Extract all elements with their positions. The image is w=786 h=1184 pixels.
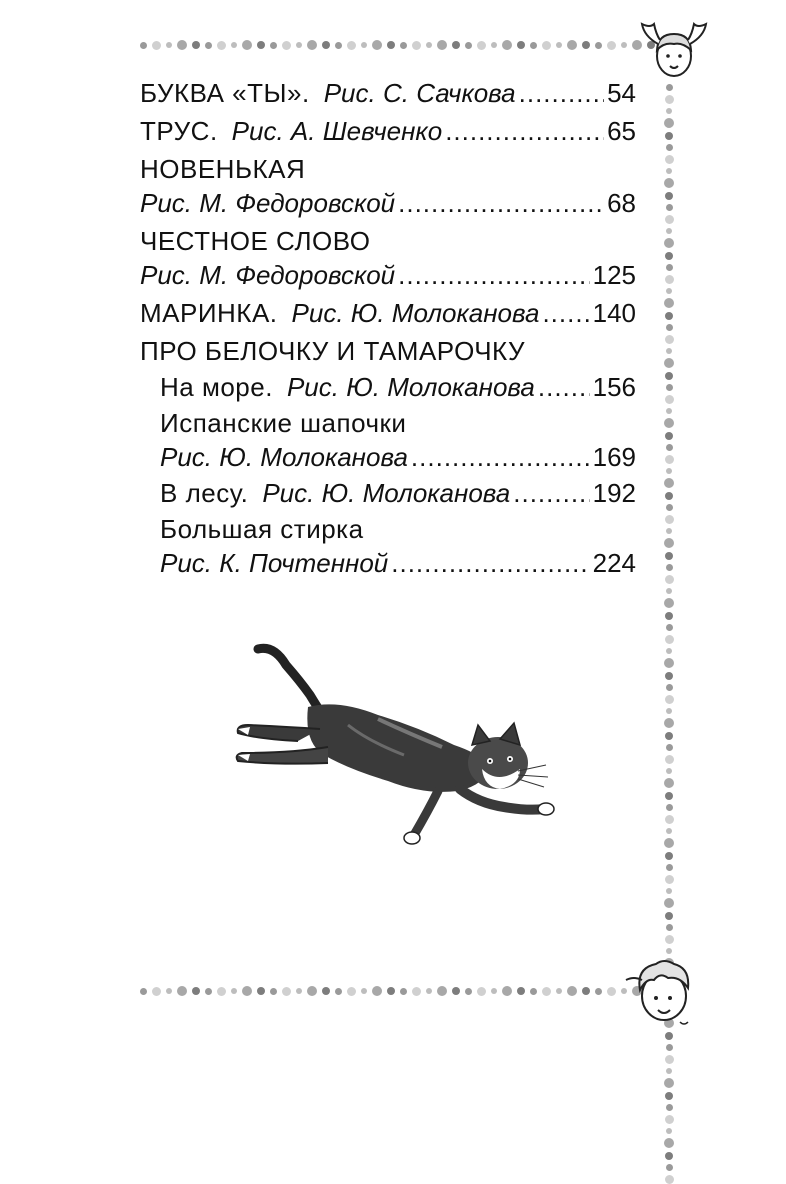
toc-story-row-title: Испанские шапочки	[160, 408, 407, 438]
border-dot	[242, 986, 252, 996]
border-dot	[664, 538, 674, 548]
border-dot	[666, 864, 673, 871]
toc-entry-row-title: ЧЕСТНОЕ СЛОВО	[140, 226, 371, 256]
border-dot	[517, 987, 525, 995]
dot-leader	[538, 370, 590, 404]
border-dot	[177, 986, 187, 996]
border-dot	[665, 432, 673, 440]
border-dot	[664, 718, 674, 728]
border-dot	[426, 988, 432, 994]
border-dot	[556, 42, 562, 48]
dot-leader	[513, 476, 589, 510]
toc-story-row-title: На море.	[160, 372, 273, 402]
border-dot	[665, 755, 674, 764]
border-dot	[666, 684, 673, 691]
toc-entry-row-page-number: 65	[607, 116, 636, 146]
border-dot	[192, 987, 200, 995]
border-dot	[664, 358, 674, 368]
border-dot	[666, 144, 673, 151]
toc-story-row-page-number: 192	[592, 478, 636, 508]
border-dot	[664, 658, 674, 668]
toc-story-row	[160, 476, 636, 510]
border-dot	[666, 264, 673, 271]
border-dot	[205, 988, 212, 995]
border-dot	[152, 41, 161, 50]
border-dot	[567, 986, 577, 996]
border-dot	[437, 40, 447, 50]
dot-leader	[542, 296, 589, 330]
border-dot	[664, 1138, 674, 1148]
border-dot	[666, 768, 672, 774]
top-dotted-border	[140, 40, 681, 50]
border-dot	[152, 987, 161, 996]
border-dot	[307, 986, 317, 996]
boy-face-icon	[620, 950, 706, 1037]
border-dot	[665, 792, 673, 800]
border-dot	[665, 852, 673, 860]
toc-entry-row-page-number: 125	[592, 260, 636, 290]
border-dot	[400, 42, 407, 49]
section-title: ПРО БЕЛОЧКУ И ТАМАРОЧКУ	[140, 336, 526, 366]
border-dot	[361, 988, 367, 994]
border-dot	[607, 987, 616, 996]
border-dot	[666, 744, 673, 751]
border-dot	[666, 468, 672, 474]
toc-story-row-illustrator: Рис. Ю. Молоканова	[262, 478, 511, 508]
border-dot	[412, 41, 421, 50]
border-dot	[666, 408, 672, 414]
border-dot	[665, 875, 674, 884]
border-dot	[664, 778, 674, 788]
border-dot	[665, 275, 674, 284]
border-dot	[665, 695, 674, 704]
border-dot	[665, 312, 673, 320]
border-dot	[665, 215, 674, 224]
border-dot	[664, 1078, 674, 1088]
border-dot	[666, 804, 673, 811]
border-dot	[595, 42, 602, 49]
border-dot	[664, 898, 674, 908]
running-cat-illustration	[228, 635, 558, 860]
border-dot	[665, 575, 674, 584]
border-dot	[665, 252, 673, 260]
toc-story-row-illustrator: Рис. К. Почтенной	[160, 548, 389, 578]
border-dot	[666, 444, 673, 451]
border-dot	[666, 504, 673, 511]
table-of-contents	[140, 76, 636, 580]
toc-entry-row-page-number: 140	[592, 298, 636, 328]
border-dot	[664, 298, 674, 308]
bottom-dotted-border	[140, 986, 655, 996]
border-dot	[452, 987, 460, 995]
toc-entry-row-title: МАРИНКА.	[140, 298, 278, 328]
border-dot	[666, 384, 673, 391]
border-dot	[665, 155, 674, 164]
border-dot	[361, 42, 367, 48]
border-dot	[595, 988, 602, 995]
border-dot	[542, 41, 551, 50]
toc-entry-row	[140, 186, 636, 220]
border-dot	[282, 987, 291, 996]
border-dot	[217, 987, 226, 996]
border-dot	[296, 42, 302, 48]
border-dot	[666, 348, 672, 354]
toc-entry-row-page-number: 68	[607, 188, 636, 218]
border-dot	[192, 41, 200, 49]
border-dot	[664, 418, 674, 428]
border-dot	[607, 41, 616, 50]
border-dot	[530, 42, 537, 49]
toc-story-row-illustrator: Рис. Ю. Молоканова	[160, 442, 408, 472]
toc-entry	[140, 76, 636, 110]
border-dot	[666, 564, 673, 571]
toc-entry-row-page-number: 54	[607, 78, 636, 108]
border-dot	[665, 635, 674, 644]
toc-entry-row	[140, 76, 636, 110]
border-dot	[665, 552, 673, 560]
border-dot	[231, 988, 237, 994]
border-dot	[665, 192, 673, 200]
dot-leader	[398, 186, 604, 220]
border-dot	[665, 732, 673, 740]
border-dot	[666, 1068, 672, 1074]
border-dot	[257, 987, 265, 995]
border-dot	[666, 1104, 673, 1111]
border-dot	[666, 228, 672, 234]
border-dot	[664, 178, 674, 188]
border-dot	[666, 924, 673, 931]
border-dot	[387, 987, 395, 995]
border-dot	[477, 987, 486, 996]
dot-leader	[398, 258, 589, 292]
toc-story-row-illustrator: Рис. Ю. Молоканова	[286, 372, 535, 402]
border-dot	[322, 41, 330, 49]
border-dot	[665, 612, 673, 620]
border-dot	[502, 40, 512, 50]
border-dot	[322, 987, 330, 995]
toc-entry-row-title: ТРУС.	[140, 116, 218, 146]
toc-entry-row-illustrator: Рис. М. Федоровской	[140, 260, 396, 290]
border-dot	[452, 41, 460, 49]
border-dot	[666, 288, 672, 294]
border-dot	[372, 986, 382, 996]
border-dot	[335, 988, 342, 995]
border-dot	[664, 478, 674, 488]
border-dot	[664, 598, 674, 608]
toc-entry-row-title: НОВЕНЬКАЯ	[140, 154, 306, 184]
border-dot	[666, 108, 672, 114]
border-dot	[665, 815, 674, 824]
toc-entry-row-title-row	[140, 152, 636, 186]
border-dot	[665, 132, 673, 140]
toc-entry-row-title: БУКВА «ТЫ».	[140, 78, 310, 108]
girl-face-icon	[636, 14, 712, 91]
border-dot	[665, 1092, 673, 1100]
border-dot	[665, 455, 674, 464]
border-dot	[335, 42, 342, 49]
border-dot	[666, 828, 672, 834]
border-dot	[666, 204, 673, 211]
toc-entry-row	[140, 258, 636, 292]
border-dot	[140, 988, 147, 995]
border-dot	[270, 42, 277, 49]
dot-leader	[519, 76, 604, 110]
border-dot	[542, 987, 551, 996]
border-dot	[530, 988, 537, 995]
border-dot	[387, 41, 395, 49]
border-dot	[665, 1175, 674, 1184]
border-dot	[664, 838, 674, 848]
border-dot	[465, 42, 472, 49]
toc-story-row-page-number: 156	[592, 372, 636, 402]
border-dot	[242, 40, 252, 50]
border-dot	[282, 41, 291, 50]
toc-entry-row-illustrator: Рис. С. Сачкова	[323, 78, 516, 108]
toc-story-row	[160, 440, 636, 474]
toc-story-row	[160, 370, 636, 404]
toc-story-row-title-row	[160, 406, 636, 440]
toc-entry-row	[140, 296, 636, 330]
border-dot	[666, 1128, 672, 1134]
border-dot	[666, 624, 673, 631]
border-dot	[517, 41, 525, 49]
border-dot	[665, 395, 674, 404]
border-dot	[257, 41, 265, 49]
border-dot	[665, 335, 674, 344]
dot-leader	[391, 546, 589, 580]
toc-entry	[140, 114, 636, 148]
border-dot	[296, 988, 302, 994]
border-dot	[270, 988, 277, 995]
border-dot	[166, 42, 172, 48]
border-dot	[665, 912, 673, 920]
border-dot	[400, 988, 407, 995]
border-dot	[465, 988, 472, 995]
border-dot	[666, 708, 672, 714]
border-dot	[665, 935, 674, 944]
border-dot	[665, 1055, 674, 1064]
border-dot	[567, 40, 577, 50]
border-dot	[556, 988, 562, 994]
toc-entry	[140, 296, 636, 330]
border-dot	[231, 42, 237, 48]
border-dot	[491, 42, 497, 48]
border-dot	[426, 42, 432, 48]
border-dot	[437, 986, 447, 996]
toc-entry-row-illustrator: Рис. М. Федоровской	[140, 188, 396, 218]
border-dot	[491, 988, 497, 994]
toc-entry-row	[140, 114, 636, 148]
border-dot	[664, 118, 674, 128]
border-dot	[665, 515, 674, 524]
border-dot	[205, 42, 212, 49]
toc-story	[160, 512, 636, 580]
border-dot	[140, 42, 147, 49]
toc-entry-row-illustrator: Рис. Ю. Молоканова	[291, 298, 540, 328]
border-dot	[477, 41, 486, 50]
toc-story-row-title-row	[160, 512, 636, 546]
border-dot	[666, 588, 672, 594]
toc-entry	[140, 152, 636, 220]
border-dot	[665, 95, 674, 104]
border-dot	[582, 987, 590, 995]
toc-story-row-page-number: 169	[592, 442, 636, 472]
border-dot	[412, 987, 421, 996]
border-dot	[217, 41, 226, 50]
toc-entry	[140, 224, 636, 292]
border-dot	[666, 888, 672, 894]
toc-story-row-page-number: 224	[592, 548, 636, 578]
border-dot	[664, 238, 674, 248]
toc-entry-row-illustrator: Рис. А. Шевченко	[231, 116, 443, 146]
border-dot	[582, 41, 590, 49]
toc-story-row-title: В лесу.	[160, 478, 249, 508]
border-dot	[666, 648, 672, 654]
dot-leader	[445, 114, 604, 148]
section-title-row	[140, 334, 636, 368]
border-dot	[665, 1152, 673, 1160]
dot-leader	[411, 440, 590, 474]
toc-story	[160, 370, 636, 404]
toc-entry-row-title-row	[140, 224, 636, 258]
border-dot	[665, 672, 673, 680]
border-dot	[666, 168, 672, 174]
border-dot	[666, 324, 673, 331]
toc-story	[160, 476, 636, 510]
border-dot	[166, 988, 172, 994]
border-dot	[665, 372, 673, 380]
border-dot	[307, 40, 317, 50]
border-dot	[177, 40, 187, 50]
border-dot	[665, 1115, 674, 1124]
border-dot	[502, 986, 512, 996]
border-dot	[665, 492, 673, 500]
border-dot	[666, 528, 672, 534]
border-dot	[347, 987, 356, 996]
border-dot	[666, 1164, 673, 1171]
border-dot	[372, 40, 382, 50]
toc-story-row	[160, 546, 636, 580]
border-dot	[621, 42, 627, 48]
border-dot	[347, 41, 356, 50]
toc-story-row-title: Большая стирка	[160, 514, 364, 544]
toc-story	[160, 406, 636, 474]
